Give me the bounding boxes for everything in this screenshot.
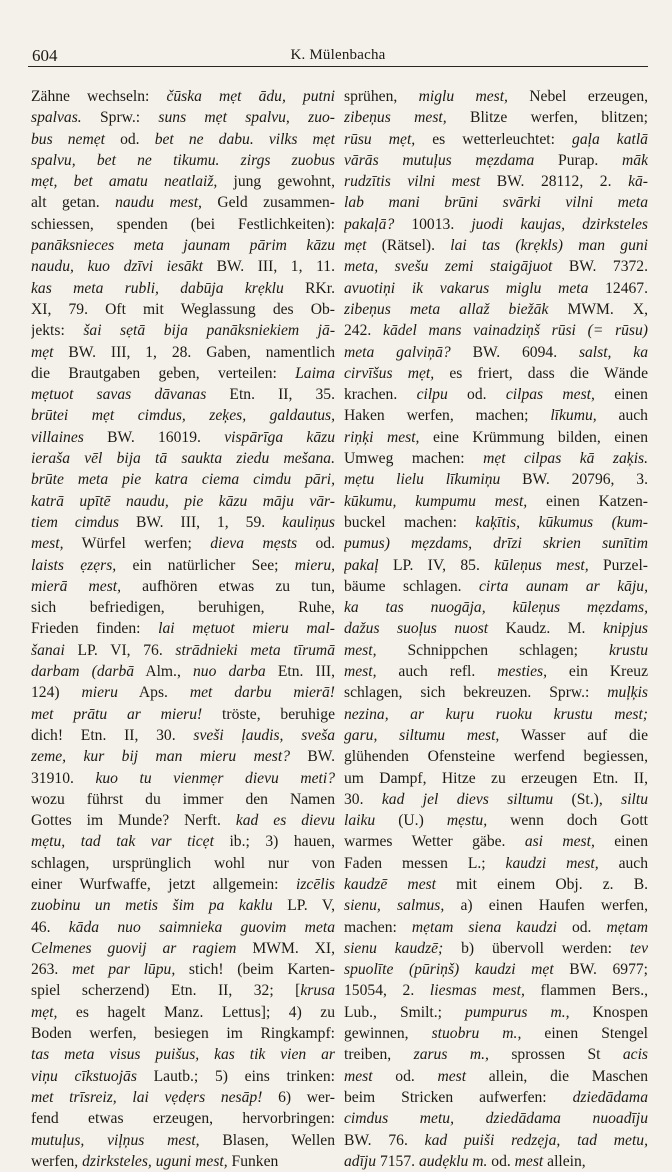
text-line: mẹtu lielu līkumiņu BW. 20796, 3. (344, 471, 648, 489)
text-line: brūte meta pie katra ciema cimdu pāri, (31, 471, 335, 489)
text-line: dažus suoļus nuost Kaudz. M. knipjus (344, 620, 648, 638)
left-column (31, 86, 335, 1172)
text-line: krachen. cilpu od. cilpas mest, einen (344, 386, 648, 404)
text-line: ka tas nuogāja, kūleņus mẹzdams, (344, 599, 648, 617)
text-line: gewinnen, stuobru m., einen Stengel (344, 1025, 648, 1043)
text-line: 124) mieru Aps. met darbu mierā! (31, 684, 335, 702)
text-line: spuolīte (pūriņš) kaudzi mẹt BW. 6977; (344, 961, 648, 979)
text-line: schlagen, sich bekreuzen. Sprw.: muļķis (344, 684, 648, 702)
text-line: Faden messen L.; kaudzi mest, auch (344, 854, 648, 872)
text-line: laists ẹzẹrs, ein natürlicher See; mieru, (31, 556, 335, 574)
text-line: schiessen, spenden (bei Festlichkeiten): (31, 215, 335, 233)
text-line: tas meta visus puišus, kas tik vien ar (31, 1046, 335, 1064)
text-line: Boden werfen, besiegen im Ringkampf: (31, 1025, 335, 1043)
text-line: 242. kādel mans vainadziņš rūsi (= rūsu) (344, 322, 648, 340)
text-line: katrā upītē naudu, pie kāzu māju vār- (31, 492, 335, 510)
text-line: naudu, kuo dzīvi iesākt BW. III, 1, 11. (31, 258, 335, 276)
text-line: zuobinu un metis šim pa kaklu LP. V, (31, 897, 335, 915)
text-line: glühenden Ofensteine werfend begiessen, (344, 748, 648, 766)
text-line: rudzītis vilni mest BW. 28112, 2. kā- (344, 173, 648, 191)
right-column (344, 86, 648, 1172)
text-line: Frieden finden: lai mẹtuot mieru mal- (31, 620, 335, 638)
text-line: šanai LP. VI, 76. strādnieki meta tīrumā (31, 641, 335, 659)
text-line: die Brautgaben geben, verteilen: Laima (31, 364, 335, 382)
text-line: sienu, salmus, a) einen Haufen werfen, (344, 897, 648, 915)
text-line: kūkumu, kumpumu mest, einen Katzen- (344, 492, 648, 510)
text-line: mẹt BW. III, 1, 28. Gaben, namentlich (31, 343, 335, 361)
text-line: XI, 79. Oft mit Weglassung des Ob- (31, 300, 335, 318)
text-line: mest, auch refl. mesties, ein Kreuz (344, 663, 648, 681)
text-line: spalvas. Sprw.: suns mẹt spalvu, zuo- (31, 109, 335, 127)
text-line: um Dampf, Hitze zu erzeugen Etn. II, (344, 769, 648, 787)
text-line: 46. kāda nuo saimnieka guovim meta (31, 918, 335, 936)
text-line: panāksnieces meta jaunam pārim kāzu (31, 237, 335, 255)
text-line: zibeņus meta allaž biežāk MWM. X, (344, 300, 648, 318)
text-line: jekts: šai sẹtā bija panāksniekiem jā- (31, 322, 335, 340)
text-line: viņu cīkstuojās Lautb.; 5) eins trinken: (31, 1067, 335, 1085)
text-line: garu, siltumu mest, Wasser auf die (344, 726, 648, 744)
text-line: sich befriedigen, beruhigen, Ruhe, (31, 599, 335, 617)
text-line: tiem cimdus BW. III, 1, 59. kauliņus (31, 513, 335, 531)
text-line: 263. met par lūpu, stich! (beim Karten- (31, 961, 335, 979)
text-line: avuotiņi ik vakarus miglu meta 12467. (344, 279, 648, 297)
text-line: mest od. mest allein, die Maschen (344, 1067, 648, 1085)
text-line: spalvu, bet ne tikumu. zirgs zuobus (31, 151, 335, 169)
text-line: pakaļ LP. IV, 85. kūleņus mest, Purzel- (344, 556, 648, 574)
text-line: cimdus metu, dziedādama nuoadīju (344, 1110, 648, 1128)
text-line: Zähne wechseln: čūska mẹt ādu, putni (31, 88, 335, 105)
text-line: 31910. kuo tu vienmẹr dievu meti? (31, 769, 335, 787)
text-line: mest, Würfel werfen; dieva mẹsts od. (31, 535, 335, 553)
text-line: lab mani brūni svārki vilni meta (344, 194, 648, 212)
text-line: Umweg machen: mẹt cilpas kā zaķis. (344, 450, 648, 468)
text-line: vārās mutuļus mẹzdama Purap. māk (344, 151, 648, 169)
text-line: buckel machen: kaķītis, kūkumus (kum- (344, 513, 648, 531)
text-line: Celmenes guovij ar ragiem MWM. XI, (31, 939, 335, 957)
text-line: met trīsreiz, lai vẹdẹrs nesāp! 6) wer- (31, 1088, 335, 1106)
text-line: mẹtuot savas dāvanas Etn. II, 35. (31, 386, 335, 404)
text-columns (31, 86, 648, 1172)
text-line: mẹt, es hagelt Manz. Lettus]; 4) zu (31, 1003, 335, 1021)
text-line: adīju 7157. audẹklu m. od. mest allein, (344, 1152, 586, 1170)
text-line: 30. kad jel dievs siltumu (St.), siltu (344, 790, 648, 808)
text-line: spiel scherzend) Etn. II, 32; [krusa (31, 982, 335, 1000)
text-line: mẹt (Rätsel). lai tas (krẹkls) man guni (344, 237, 648, 255)
text-line: mẹt, bet amatu neatlaiž, jung gewohnt, (31, 173, 335, 191)
text-line: einer Wurfwaffe, jetzt allgemein: izcēlis (31, 875, 335, 893)
text-line: meta galviņā? BW. 6094. salst, ka (344, 343, 648, 361)
text-line: darbam (darbā Alm., nuo darba Etn. III, (31, 663, 335, 681)
text-line: villaines BW. 16019. vispārīga kāzu (31, 428, 335, 446)
text-line: Gottes im Munde? Nerft. kad es dievu (31, 812, 335, 830)
text-line: brūtei mẹt cimdus, zeķes, galdautus, (31, 407, 335, 425)
text-line: ieraša vēl bija tā saukta ziedu mešana. (31, 450, 335, 468)
text-line: riņķi mest, eine Krümmung bilden, einen (344, 428, 648, 446)
text-line: cirvīšus mẹt, es friert, dass die Wände (344, 364, 648, 382)
text-line: schlagen, ursprünglich wohl nur von (31, 854, 335, 872)
text-line: BW. 76. kad puiši redzẹja, tad metu, (344, 1131, 648, 1149)
text-line: mest, Schnippchen schlagen; krustu (344, 641, 648, 659)
text-line: mutuļus, viļņus mest, Blasen, Wellen (31, 1131, 335, 1149)
page-number: 604 (32, 46, 58, 65)
text-line: kaudzē mest mit einem Obj. z. B. (344, 875, 648, 893)
text-line: bus nemẹt od. bet ne dabu. vilks mẹt (31, 130, 335, 148)
text-line: fend etwas erzeugen, hervorbringen: (31, 1110, 335, 1128)
text-line: werfen, dzirksteles, uguni mest, Funken (31, 1152, 279, 1170)
text-line: bäume schlagen. cirta aunam ar kāju, (344, 577, 648, 595)
text-line: Lub., Smilt.; pumpurus m., Knospen (344, 1003, 648, 1021)
text-line: zeme, kur bij man mieru mest? BW. (31, 748, 335, 766)
text-line: kas meta rubli, dabūja krẹklu RKr. (31, 279, 335, 297)
text-line: Haken werfen, machen; līkumu, auch (344, 407, 648, 425)
text-line: wozu führst du immer den Namen (31, 790, 335, 808)
text-line: sprühen, miglu mest, Nebel erzeugen, (344, 88, 648, 105)
text-line: machen: mẹtam siena kaudzi od. mẹtam (344, 918, 648, 936)
text-line: pakaļā? 10013. juodi kaujas, dzirksteles (344, 215, 648, 233)
text-line: warmes Wetter gäbe. asi mest, einen (344, 833, 648, 851)
text-line: 15054, 2. liesmas mest, flammen Bers., (344, 982, 648, 1000)
text-line: meta, svešu zemi staigājuot BW. 7372. (344, 258, 648, 276)
text-line: met prātu ar mieru! tröste, beruhige (31, 705, 335, 723)
text-line: alt getan. naudu mest, Geld zusammen- (31, 194, 335, 212)
text-line: mẹtu, tad tak var ticẹt ib.; 3) hauen, (31, 833, 335, 851)
running-head: K. Mülenbacha (290, 47, 386, 63)
text-line: mierā mest, aufhören etwas zu tun, (31, 577, 335, 595)
text-line: pumus) mẹzdams, drīzi skrien sunītim (344, 535, 648, 553)
text-line: dich! Etn. II, 30. sveši ļaudis, sveša (31, 726, 335, 744)
text-line: treiben, zarus m., sprossen St acis (344, 1046, 648, 1064)
text-line: nezina, ar kuŗu ruoku krustu mest; (344, 705, 648, 723)
text-line: rūsu mẹt, es wetterleuchtet: gaļa katlā (344, 130, 648, 148)
text-line: laiku (U.) mẹstu, wenn doch Gott (344, 812, 648, 830)
text-line: zibeņus mest, Blitze werfen, blitzen; (344, 109, 648, 127)
text-line: beim Stricken aufwerfen: dziedādama (344, 1088, 648, 1106)
text-line: sienu kaudzē; b) übervoll werden: tev (344, 939, 648, 957)
page-header (28, 42, 648, 67)
